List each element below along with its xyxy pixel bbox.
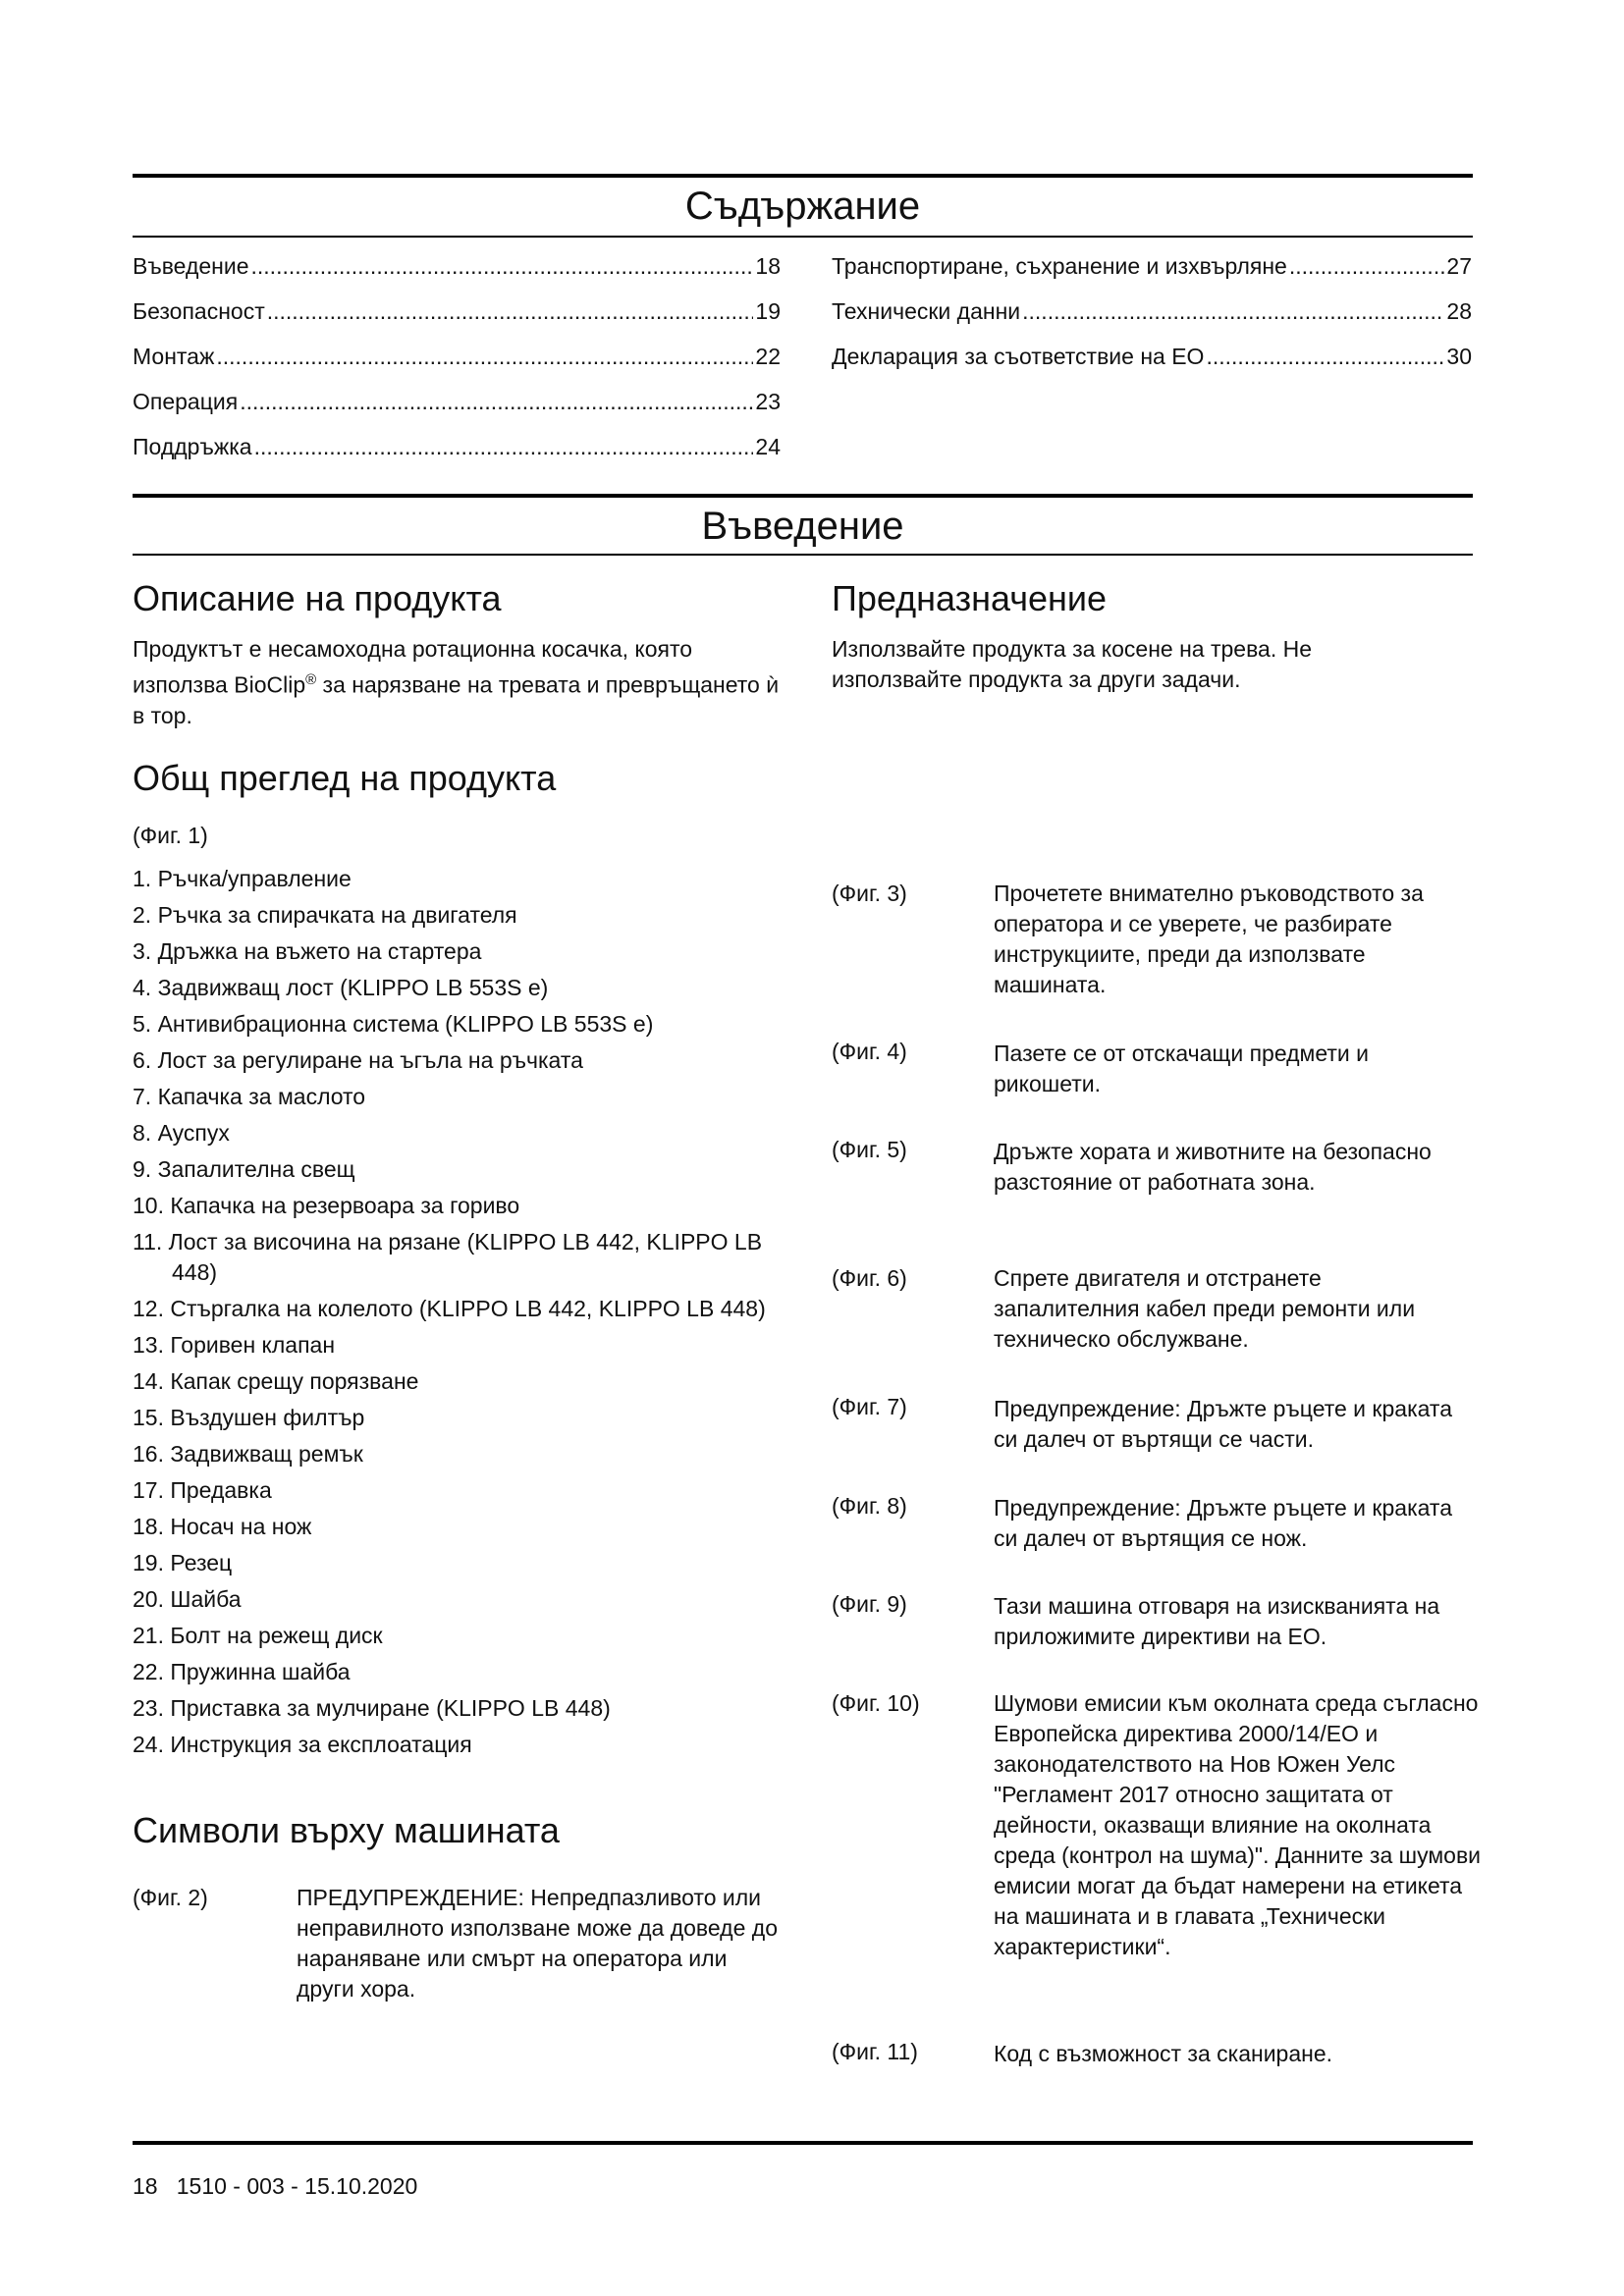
toc-entry[interactable]: Поддръжка ..... 24 xyxy=(133,430,781,475)
symbols-heading: Символи върху машината xyxy=(133,1810,560,1850)
list-item: 14. Капак срещу порязване xyxy=(133,1368,419,1394)
list-item: 17. Предавка xyxy=(133,1477,272,1503)
manual-page xyxy=(133,0,1482,2296)
overview-fig-ref: (Фиг. 1) xyxy=(133,823,208,848)
list-item: 18. Носач на нож xyxy=(133,1514,312,1539)
list-item: 20. Шайба xyxy=(133,1586,242,1612)
overview-list xyxy=(133,864,800,1766)
fig-text: Код с възможност за сканиране. xyxy=(994,2041,1333,2066)
fig-text: ПРЕДУПРЕЖДЕНИЕ: Непредпазливото или неправилното използване може да доведе до нараняване или смърт на оператора или други хора. xyxy=(297,1885,778,2002)
symbol-row-fig4 xyxy=(832,1037,1473,1096)
symbol-row-fig5 xyxy=(832,1135,1473,1195)
toc-bottom-rule xyxy=(133,236,1473,238)
list-item: 9. Запалителна свещ xyxy=(133,1156,355,1182)
symbol-row-fig6 xyxy=(832,1263,1473,1352)
fig-text: Тази машина отговаря на изискванията на приложимите директиви на ЕО. xyxy=(994,1593,1440,1649)
toc-entry[interactable]: Технически данни ..... 28 xyxy=(832,294,1472,340)
purpose-heading: Предназначение xyxy=(832,578,1108,618)
toc-top-rule xyxy=(133,174,1473,178)
list-item: 15. Въздушен филтър xyxy=(133,1405,365,1430)
fig-ref: (Фиг. 9) xyxy=(832,1591,907,1617)
symbol-row-fig7 xyxy=(832,1392,1473,1452)
list-item: 16. Задвижващ ремък xyxy=(133,1441,363,1467)
description-text: Продуктът е несамоходна ротационна косачка, която използва BioClip® за нарязване на тревата и превръщането ѝ в тор. xyxy=(133,636,780,728)
fig-ref: (Фиг. 6) xyxy=(832,1265,907,1291)
toc-entry[interactable]: Въведение ..... 18 xyxy=(133,249,781,294)
purpose-text: Използвайте продукта за косене на трева. Не използвайте продукта за други задачи. xyxy=(832,636,1313,692)
intro-bottom-rule xyxy=(133,554,1473,556)
list-item: 1. Ръчка/управление xyxy=(133,866,352,891)
toc-entry[interactable]: Монтаж ..... 22 xyxy=(133,340,781,385)
list-item: 23. Приставка за мулчиране (KLIPPO LB 448) xyxy=(133,1695,611,1721)
fig-ref: (Фиг. 2) xyxy=(133,1885,208,1910)
toc-entry[interactable]: Декларация за съответствие на ЕО ..... 30 xyxy=(832,340,1472,385)
fig-ref: (Фиг. 3) xyxy=(832,881,907,906)
toc-title: Съдържание xyxy=(684,185,921,228)
fig-text: Шумови емисии към околната среда съгласно Европейска директива 2000/14/ЕО и законодателството на Нов Южен Уелс "Регламент 2017 относно защитата от дейности, оказващи влияние на околната среда (контрол на шума)". Данните за шумови емисии могат да бъдат намерени на етикета на машината и в главата „Технически характеристики“. xyxy=(994,1690,1482,1959)
fig-ref: (Фиг. 8) xyxy=(832,1493,907,1519)
toc-left-column xyxy=(133,249,781,475)
list-item: 21. Болт на режещ диск xyxy=(133,1623,383,1648)
fig-text: Пазете се от отскачащи предмети и рикошети. xyxy=(994,1041,1369,1096)
fig-ref: (Фиг. 7) xyxy=(832,1394,907,1419)
overview-heading: Общ преглед на продукта xyxy=(133,758,557,798)
fig-ref: (Фиг. 10) xyxy=(832,1690,920,1716)
symbol-row-fig8 xyxy=(832,1491,1473,1551)
toc-entry[interactable]: Транспортиране, съхранение и изхвърляне ..... 27 xyxy=(832,249,1472,294)
fig-text: Спрете двигателя и отстранете запалителния кабел преди ремонти или техническо обслужване. xyxy=(994,1265,1416,1352)
toc-entry[interactable]: Безопасност ..... 19 xyxy=(133,294,781,340)
list-item: 24. Инструкция за експлоатация xyxy=(133,1732,472,1757)
list-item: 12. Стъргалка на колелото (KLIPPO LB 442, KLIPPO LB 448) xyxy=(133,1296,766,1321)
fig-text: Дръжте хората и животните на безопасно разстояние от работната зона. xyxy=(994,1139,1432,1195)
list-item: 22. Пружинна шайба xyxy=(133,1659,351,1684)
list-item: 10. Капачка на резервоара за гориво xyxy=(133,1193,520,1218)
toc-right-column xyxy=(832,249,1472,385)
symbol-row-fig9 xyxy=(832,1589,1473,1649)
list-item: 8. Ауспух xyxy=(133,1120,230,1146)
description-heading: Описание на продукта xyxy=(133,578,502,618)
list-item: 13. Горивен клапан xyxy=(133,1332,336,1358)
list-item: 19. Резец xyxy=(133,1550,233,1575)
list-item: 4. Задвижващ лост (KLIPPO LB 553S e) xyxy=(133,975,549,1000)
fig-text: Предупреждение: Дръжте ръцете и краката си далеч от въртящи се части. xyxy=(994,1396,1452,1452)
fig-text: Прочетете внимателно ръководството за оператора и се уверете, че разбирате инструкциите, преди да използвате машината. xyxy=(994,881,1424,997)
intro-top-rule xyxy=(133,494,1473,498)
toc-entry[interactable]: Операция ..... 23 xyxy=(133,385,781,430)
page-footer: 18 1510 - 003 - 15.10.2020 xyxy=(133,2173,418,2199)
footer-rule xyxy=(133,2141,1473,2145)
list-item: 3. Дръжка на въжето на стартера xyxy=(133,938,482,964)
symbol-row-fig3 xyxy=(832,879,1473,997)
list-item: 11. Лост за височина на рязане (KLIPPO LB 442, KLIPPO LB 448) xyxy=(133,1229,763,1285)
list-item: 5. Антивибрационна система (KLIPPO LB 553S e) xyxy=(133,1011,654,1037)
fig-ref: (Фиг. 5) xyxy=(832,1137,907,1162)
symbol-row-fig10 xyxy=(832,1688,1482,1959)
intro-title: Въведение xyxy=(701,505,904,548)
fig-ref: (Фиг. 4) xyxy=(832,1039,907,1064)
fig-text: Предупреждение: Дръжте ръцете и краката си далеч от въртящия се нож. xyxy=(994,1495,1452,1551)
symbol-row-fig2 xyxy=(133,1883,781,2002)
list-item: 6. Лост за регулиране на ъгъла на ръчката xyxy=(133,1047,583,1073)
fig-ref: (Фиг. 11) xyxy=(832,2039,918,2064)
symbol-row-fig11 xyxy=(832,2037,1473,2067)
list-item: 2. Ръчка за спирачката на двигателя xyxy=(133,902,517,928)
list-item: 7. Капачка за маслото xyxy=(133,1084,366,1109)
